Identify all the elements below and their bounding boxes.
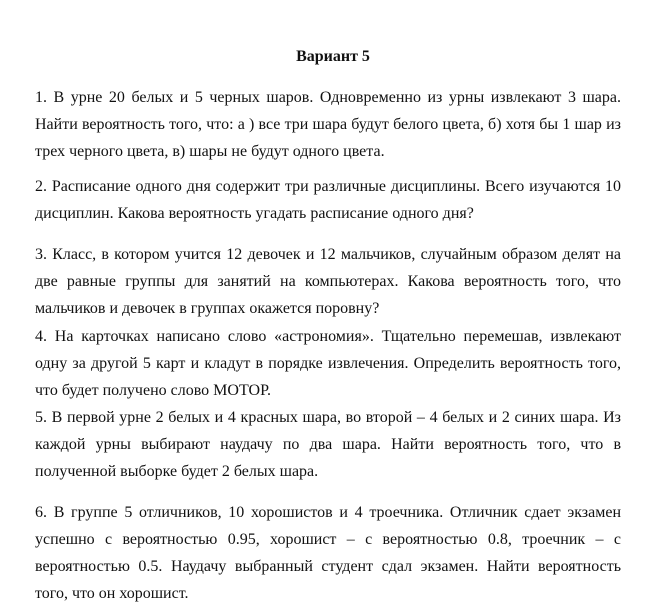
problem-2: 2. Расписание одного дня содержит три различные дисциплины. Всего изучаются 10 дисциплин. Какова вероятность угадать расписание одного дня?	[35, 178, 621, 222]
problem-6: 6. В группе 5 отличников, 10 хорошистов и 4 троечника. Отличник сдает экзамен успешно с вероятностью 0.95, хорошист – с вероятностью 0.8, троечник – с вероятностью 0.5. Наудачу выбранный студент сдал экзамен. Найти вероятность того, что он хорошист.	[35, 504, 621, 602]
problem-3: 3. Класс, в котором учится 12 девочек и 12 мальчиков, случайным образом делят на две равные группы для занятий на компьютерах. Какова вероятность того, что мальчиков и девочек в группах окажется поровну?	[35, 246, 621, 317]
problem-5: 5. В первой урне 2 белых и 4 красных шара, во второй – 4 белых и 2 синих шара. Из каждой урны выбирают наудачу по два шара. Найти вероятность того, что в полученной выборке будет 2 белых шара.	[35, 409, 621, 480]
document-title: Вариант 5	[296, 48, 370, 65]
problem-1: 1. В урне 20 белых и 5 черных шаров. Одновременно из урны извлекают 3 шара. Найти вероятность того, что: а ) все три шара будут белого цвета, б) хотя бы 1 шар из трех черного цвета, в) шары не будут одного цвета.	[35, 89, 621, 160]
problem-4: 4. На карточках написано слово «астрономия». Тщательно перемешав, извлекают одну за другой 5 карт и кладут в порядке извлечения. Определить вероятность того, что будет получено слово МОТОР.	[35, 328, 621, 399]
